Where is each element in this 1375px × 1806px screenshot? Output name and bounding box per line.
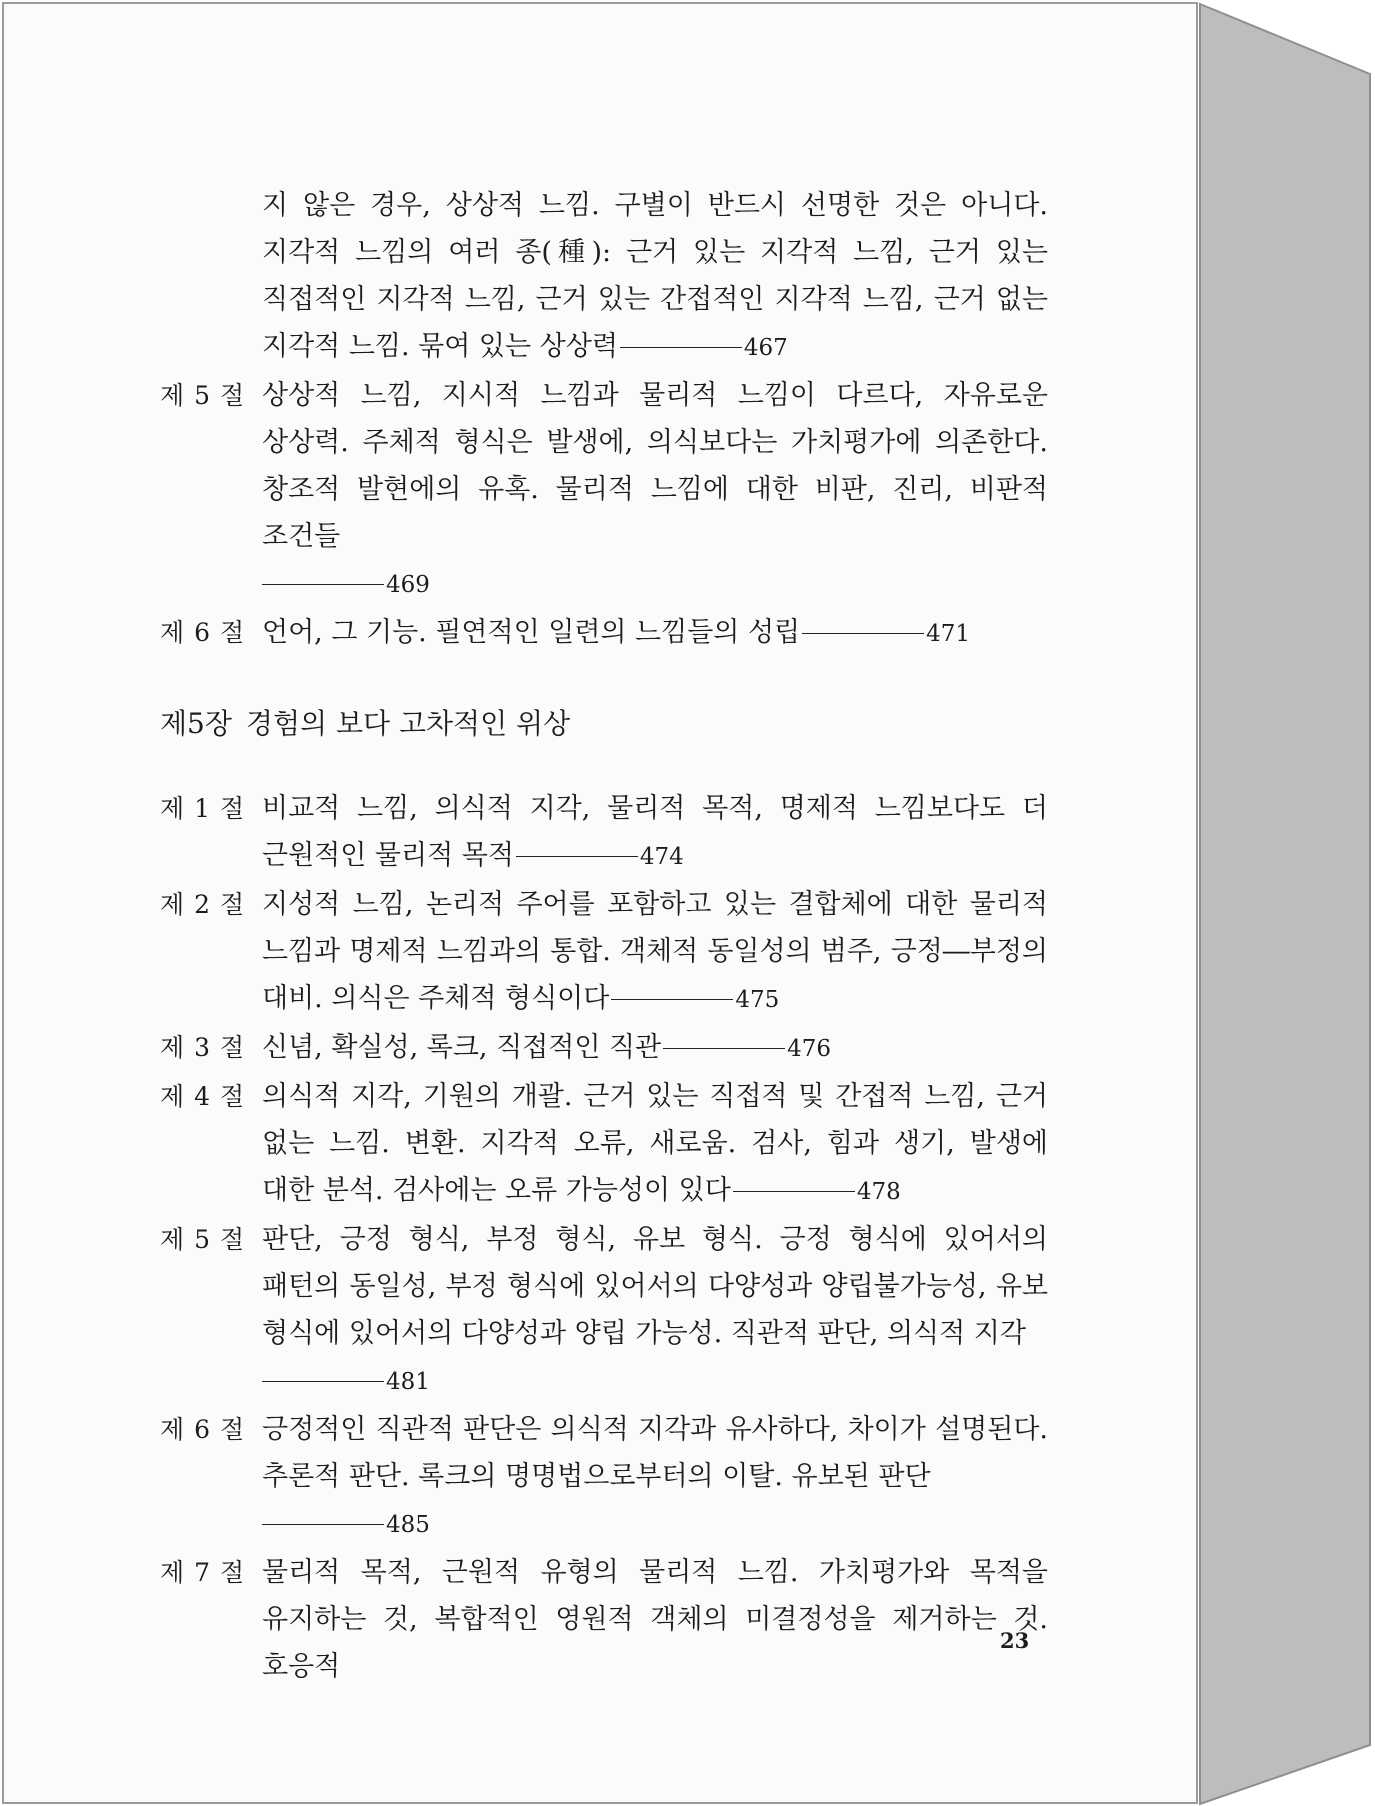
toc-entry [160, 1549, 1048, 1690]
toc-entry [160, 1073, 1048, 1216]
page-reference [262, 1365, 430, 1396]
page-reference [262, 568, 430, 599]
entry-text: 상상적 느낌, 지시적 느낌과 물리적 느낌이 다르다, 자유로운 상상력. 주체적 형식은 발생에, 의식보다는 가치평가에 의존한다. 창조적 발현에의 유혹. 물리적 느낌에 대한 비판, 진리, 비판적 조건들 [262, 380, 1048, 552]
entry-text: 신념, 확실성, 록크, 직접적인 직관 [262, 1032, 662, 1063]
section-label: 제 6 절 [160, 618, 246, 647]
chapter-label: 제5장 [160, 707, 232, 740]
page-reference [618, 331, 788, 362]
page-reference [609, 983, 779, 1014]
leader-dash [262, 1524, 384, 1525]
leader-dash [262, 1381, 384, 1382]
entry-text: 비교적 느낌, 의식적 지각, 물리적 목적, 명제적 느낌보다도 더 근원적인 물리적 목적 [262, 793, 1048, 871]
leader-dash [516, 856, 638, 857]
page-ref-number: 476 [787, 1036, 832, 1062]
leader-dash [611, 999, 733, 1000]
toc-entry [160, 785, 1048, 881]
entry-text: 긍정적인 직관적 판단은 의식적 지각과 유사하다, 차이가 설명된다. 추론적 판단. 록크의 명명법으로부터의 이탈. 유보된 판단 [262, 1414, 1048, 1492]
page-reference [731, 1175, 901, 1206]
page-ref-number: 471 [926, 621, 971, 647]
table-of-contents [160, 182, 1048, 1690]
entry-text: 물리적 목적, 근원적 유형의 물리적 느낌. 가치평가와 목적을 유지하는 것, 복합적인 영원적 객체의 미결정성을 제거하는 것. 호응적 [262, 1557, 1048, 1682]
leader-dash [620, 347, 742, 348]
chapter-heading [160, 700, 1048, 747]
page-reference [661, 1032, 831, 1063]
toc-entry [160, 1406, 1048, 1549]
page-ref-number: 485 [386, 1512, 430, 1538]
toc-entry [160, 372, 1048, 609]
section-label: 제 6 절 [160, 1415, 246, 1444]
leader-dash [262, 584, 384, 585]
section-label: 제 7 절 [160, 1558, 246, 1587]
section-label: 제 2 절 [160, 890, 246, 919]
page-ref-number: 481 [386, 1369, 430, 1395]
entry-text: 지성적 느낌, 논리적 주어를 포함하고 있는 결합체에 대한 물리적 느낌과 명제적 느낌과의 통합. 객체적 동일성의 범주, 긍정―부정의 대비. 의식은 주체적 형식이다 [262, 889, 1048, 1014]
entry-text: 판단, 긍정 형식, 부정 형식, 유보 형식. 긍정 형식에 있어서의 패턴의 동일성, 부정 형식에 있어서의 다양성과 양립불가능성, 유보 형식에 있어서의 다양성과 양립 가능성. 직관적 판단, 의식적 지각 [262, 1224, 1048, 1349]
page-number: 23 [1000, 1628, 1030, 1653]
toc-entry [160, 1024, 1048, 1073]
entry-text: 지 않은 경우, 상상적 느낌. 구별이 반드시 선명한 것은 아니다. 지각적 느낌의 여러 종(種): 근거 있는 지각적 느낌, 근거 있는 직접적인 지각적 느낌, 근거 있는 간접적인 지각적 느낌, 근거 없는 지각적 느낌. 묶여 있는 상상력 [262, 190, 1048, 362]
section-label: 제 5 절 [160, 381, 246, 410]
section-label: 제 4 절 [160, 1082, 246, 1111]
page-reference [262, 1508, 430, 1539]
entry-text: 의식적 지각, 기원의 개괄. 근거 있는 직접적 및 간접적 느낌, 근거 없는 느낌. 변환. 지각적 오류, 새로움. 검사, 힘과 생기, 발생에 대한 분석. 검사에는 오류 가능성이 있다 [262, 1081, 1048, 1206]
page-ref-number: 478 [856, 1179, 901, 1205]
continued-entry [262, 182, 1048, 372]
page-ref-number: 475 [735, 987, 780, 1013]
toc-entry [160, 881, 1048, 1024]
leader-dash [733, 1191, 855, 1192]
leader-dash [663, 1048, 785, 1049]
page-reference [800, 617, 970, 648]
page-ref-number: 469 [386, 572, 430, 598]
entry-text: 언어, 그 기능. 필연적인 일련의 느낌들의 성립 [262, 617, 801, 648]
page-ref-number: 467 [743, 335, 788, 361]
toc-entry [160, 609, 1048, 658]
page-ref-number: 474 [639, 844, 684, 870]
section-label: 제 1 절 [160, 794, 246, 823]
section-label: 제 3 절 [160, 1033, 246, 1062]
chapter-title: 경험의 보다 고차적인 위상 [245, 707, 571, 740]
leader-dash [802, 633, 924, 634]
toc-entry [160, 1216, 1048, 1406]
section-label: 제 5 절 [160, 1225, 246, 1254]
page-reference [514, 840, 684, 871]
